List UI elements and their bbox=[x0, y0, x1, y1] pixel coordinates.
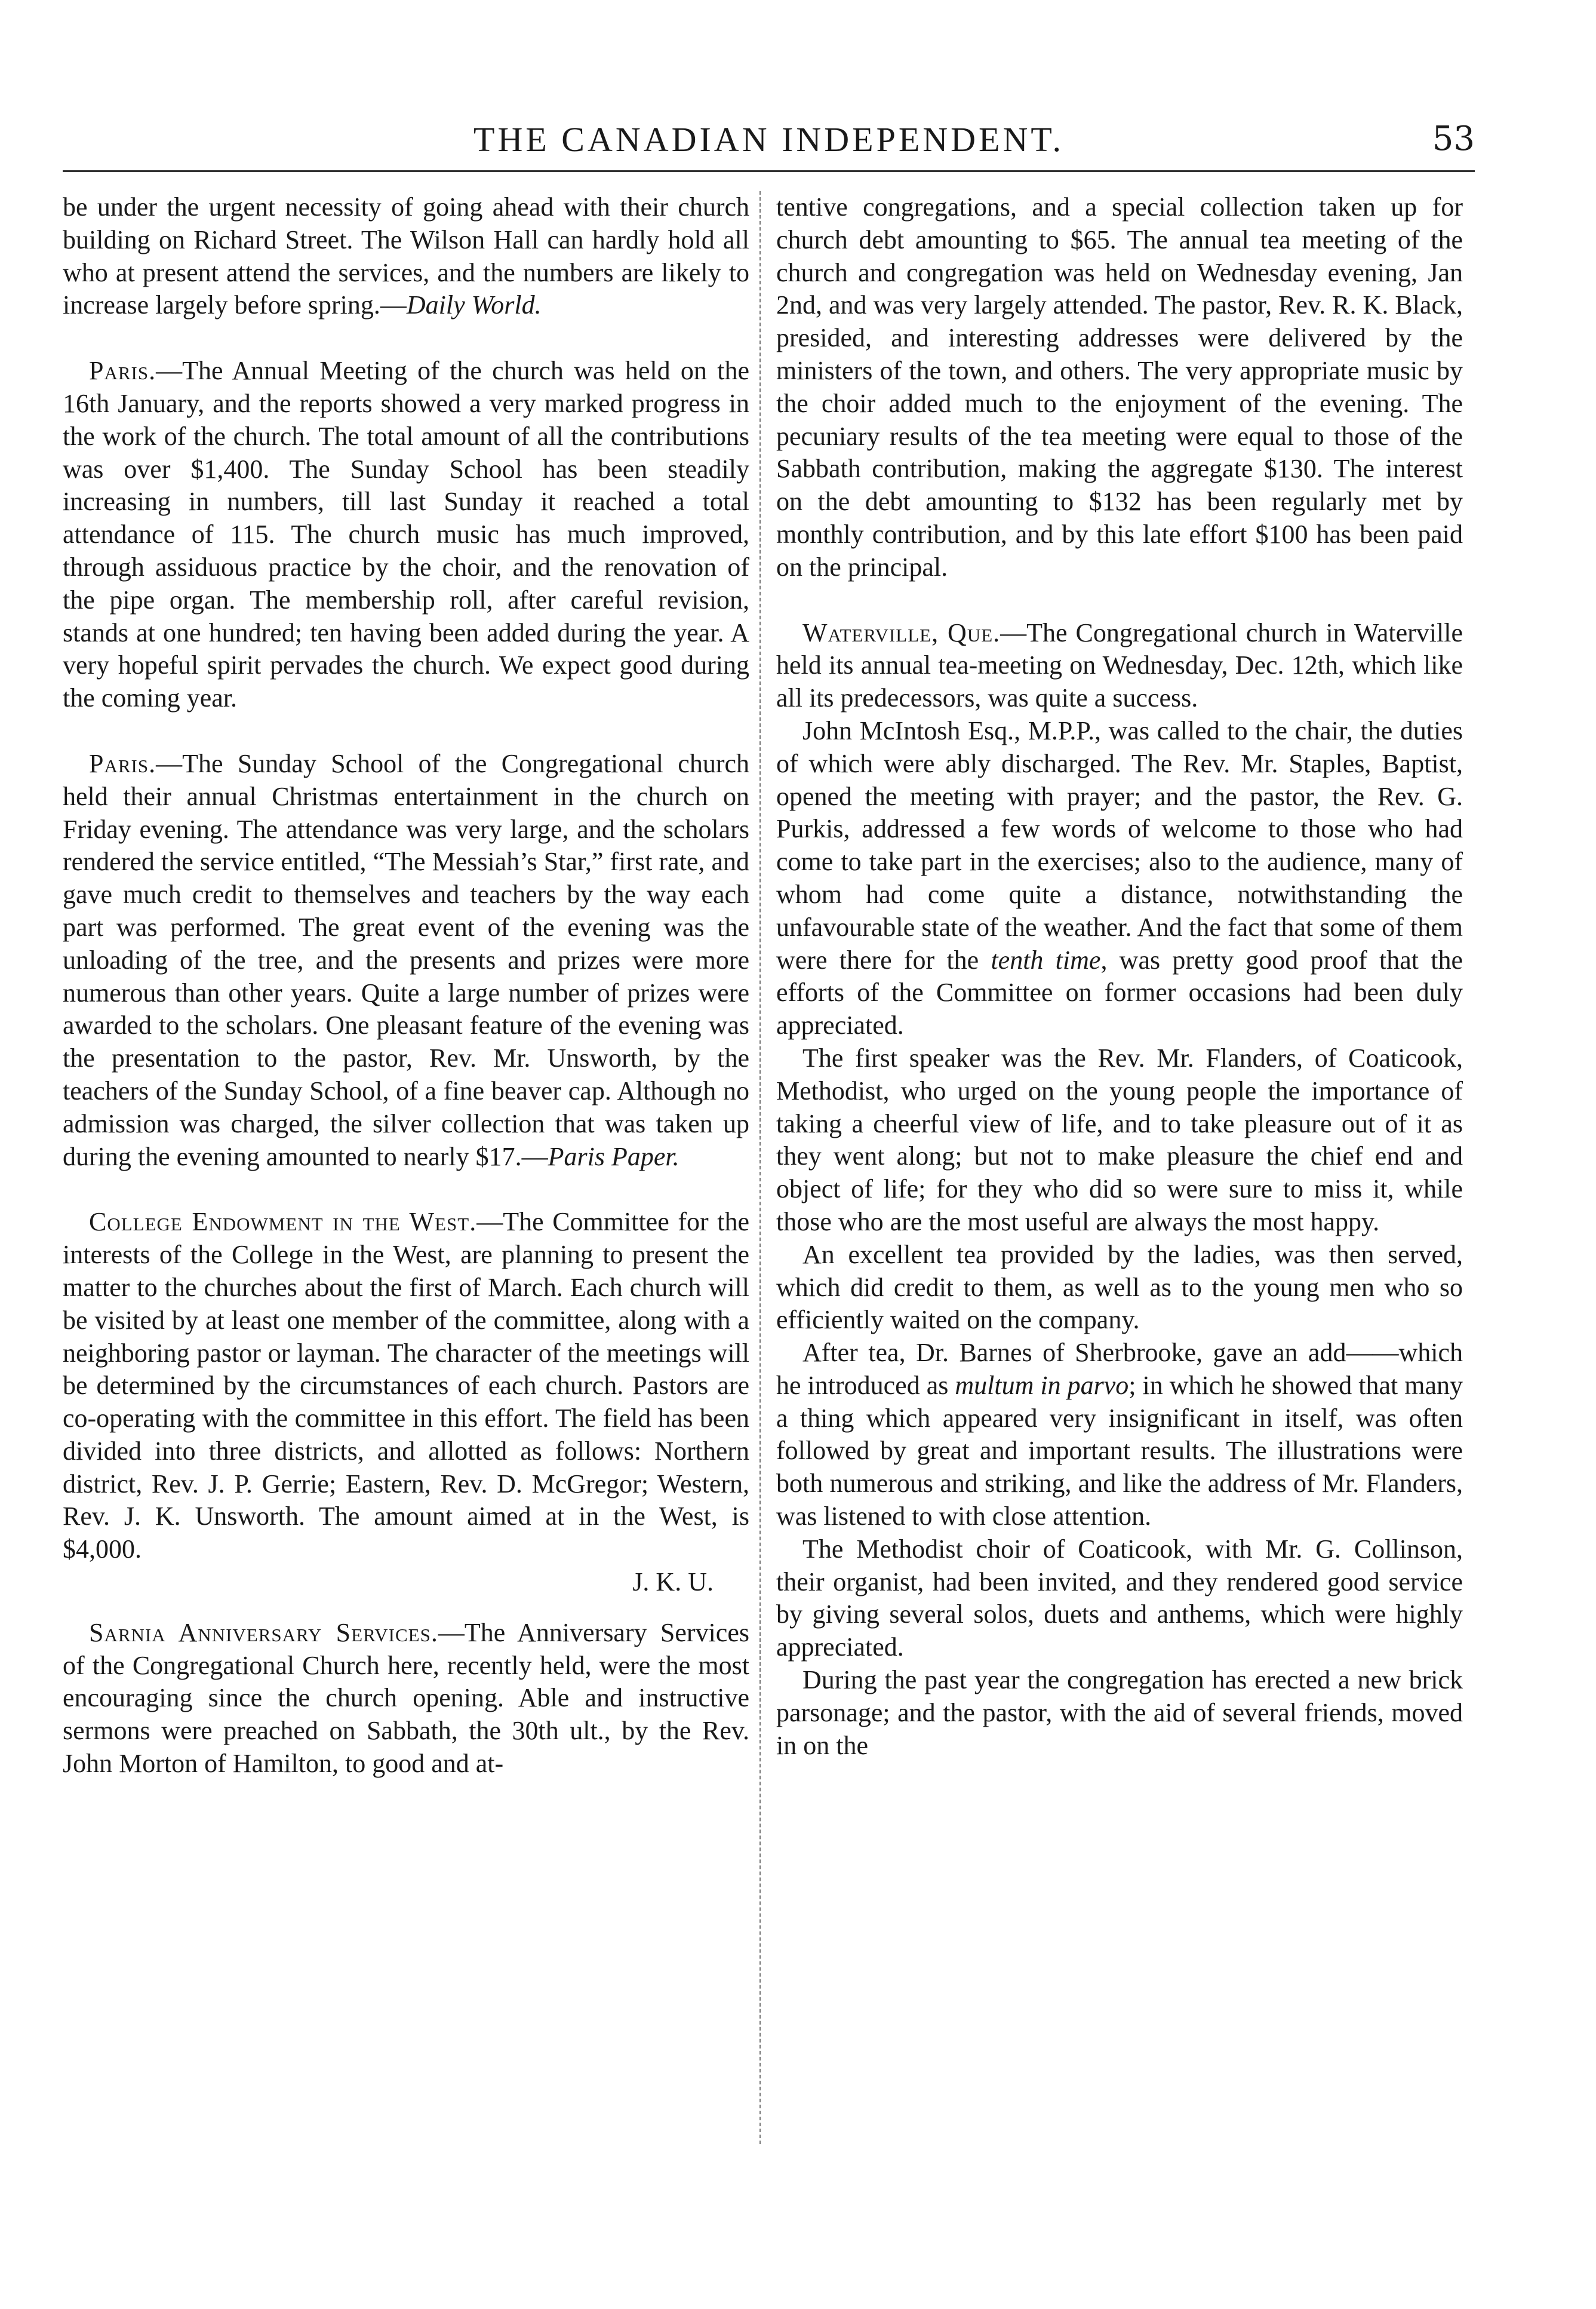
paragraph-text: be under the urgent necessity of going ahead with their church building on Richard Street. The Wilson Hall can hardly hold all who at present attend the services, and the numbers are likely to increase largely before spring.— bbox=[63, 192, 749, 320]
signature-line bbox=[63, 1566, 749, 1599]
paragraph-text: ; in which he showed that many a thing which appeared very insignificant in itself, was often followed by great and important results. The illustrations were both numerous and striking, and like the address of Mr. Flanders, was listened to with close attention. bbox=[776, 1370, 1463, 1531]
article-paris-meeting bbox=[63, 355, 749, 715]
italic-phrase: multum in parvo bbox=[955, 1370, 1129, 1400]
source-citation: Daily World. bbox=[406, 290, 542, 320]
paragraph-text: —The Sunday School of the Congregational church held their annual Christmas entertainment in the church on Friday evening. The attendance was very large, and the scholars rendered the service entitled, “The Messiah’s Star,” first rate, and gave much credit to themselves and teachers by the way each part was performed. The great event of the evening was the unloading of the tree, and the presents and prizes were more numerous than other years. Quite a large number of prizes were awarded to the scholars. One pleasant feature of the evening was the presentation to the pastor, Rev. Mr. Unsworth, by the teachers of the Sunday School, of a fine beaver cap. Although no admission was charged, the silver collection that was taken up during the evening amounted to nearly $17.— bbox=[63, 748, 749, 1171]
paragraph-text: An excellent tea provided by the ladies, was then served, which did credit to them, as well as to the young men who so efficiently waited on the company. bbox=[776, 1239, 1463, 1335]
page-header bbox=[63, 119, 1475, 167]
article-paragraph bbox=[776, 1664, 1463, 1762]
article-heading: College Endowment in the West. bbox=[89, 1207, 477, 1237]
article-paragraph bbox=[776, 1533, 1463, 1664]
paragraph-text: —The Congregational church in Waterville held its annual tea-meeting on Wednesday, Dec. 12th, which like all its predecessors, was quite a success. bbox=[776, 618, 1463, 713]
journal-title: THE CANADIAN INDEPENDENT. bbox=[473, 120, 1064, 159]
article-paragraph bbox=[776, 1337, 1463, 1533]
paragraph-text: After tea, Dr. Barnes of Sherbrooke, gave an add——which he introduced as bbox=[776, 1338, 1463, 1400]
right-column bbox=[776, 191, 1463, 1762]
article-college-endowment bbox=[63, 1206, 749, 1566]
paragraph-text: The Methodist choir of Coaticook, with Mr. G. Collinson, their organist, had been invited, and they rendered good service by giving several solos, duets and anthems, which were highly appreciated. bbox=[776, 1534, 1463, 1662]
signature: J. K. U. bbox=[632, 1567, 714, 1597]
source-citation: Paris Paper. bbox=[548, 1141, 679, 1171]
italic-phrase: tenth time bbox=[991, 945, 1101, 975]
paragraph-text: tentive congregations, and a special collection taken up for church debt amounting to $65. The annual tea meeting of the church and congregation was held on Wednesday evening, Jan 2nd, and was very largely attended. The pastor, Rev. R. K. Black, presided, and interesting addresses were delivered by the ministers of the town, and others. The very appropriate music by the choir added much to the enjoyment of the evening. The pecuniary results of the tea meeting were equal to those of the Sabbath contribution, making the aggregate $130. The interest on the debt amounting to $132 has been regularly met by monthly contribution, and by this late effort $100 has been paid on the principal. bbox=[776, 192, 1463, 582]
article-heading: Paris. bbox=[89, 356, 156, 386]
paragraph-text: During the past year the congregation has erected a new brick parsonage; and the pastor, with the aid of several friends, moved in on the bbox=[776, 1665, 1463, 1760]
article-heading: Sarnia Anniversary Services. bbox=[89, 1617, 438, 1647]
article-paris-sunday-school bbox=[63, 748, 749, 1173]
paragraph-text: John McIntosh Esq., M.P.P., was called to the chair, the duties of which were ably discharged. The Rev. Mr. Staples, Baptist, opened the meeting with prayer; and the pastor, the Rev. G. Purkis, addressed a few words of welcome to those who had come to take part in the exercises; also to the audience, many of whom had come quite a distance, notwithstanding the unfavourable state of the weather. And the fact that some of them were there for the bbox=[776, 716, 1463, 975]
column-divider bbox=[759, 191, 761, 2144]
article-paragraph bbox=[776, 715, 1463, 1042]
article-paragraph bbox=[776, 1239, 1463, 1337]
paragraph-text: —The Annual Meeting of the church was held on the 16th January, and the reports showed a very marked progress in the work of the church. The total amount of all the contributions was over $1,400. The Sunday School has been steadily increasing in numbers, till last Sunday it reached a total attendance of 115. The church music has much improved, through assiduous practice by the choir, and the renovation of the pipe organ. The membership roll, after careful revision, stands at one hundred; ten having been added during the year. A very hopeful spirit pervades the church. We expect good during the coming year. bbox=[63, 356, 749, 713]
header-rule bbox=[63, 170, 1475, 172]
paragraph-text: , was pretty good proof that the efforts of the Committee on former occasions had been duly appreciated. bbox=[776, 945, 1463, 1040]
article-paragraph bbox=[776, 191, 1463, 584]
paragraph-text: —The Anniversary Services of the Congregational Church here, recently held, were the most encouraging since the church opening. Able and instructive sermons were preached on Sabbath, the 30th ult., by the Rev. John Morton of Hamilton, to good and at- bbox=[63, 1617, 749, 1779]
article-paragraph bbox=[776, 1042, 1463, 1239]
article-paragraph bbox=[63, 191, 749, 322]
article-heading: Waterville, Que. bbox=[802, 618, 1001, 647]
left-column bbox=[63, 191, 749, 1780]
article-sarnia-anniversary bbox=[63, 1617, 749, 1780]
paragraph-text: —The Committee for the interests of the College in the West, are planning to present the matter to the churches about the first of March. Each church will be visited by at least one member of the committee, along with a neighboring pastor or layman. The character of the meetings will be determined by the circumstances of each church. Pastors are co-operating with the committee in this effort. The field has been divided into three districts, and allotted as follows: Northern district, Rev. J. P. Gerrie; Eastern, Rev. D. McGregor; Western, Rev. J. K. Unsworth. The amount aimed at in the West, is $4,000. bbox=[63, 1207, 749, 1564]
page-number: 53 bbox=[1432, 119, 1475, 158]
article-waterville bbox=[776, 617, 1463, 715]
paragraph-text: The first speaker was the Rev. Mr. Flanders, of Coaticook, Methodist, who urged on the young people the importance of taking a cheerful view of life, and to take pleasure out of it as they went along; but not to make pleasure the chief end and object of life; for they who did so were sure to miss it, while those who are the most useful are always the most happy. bbox=[776, 1043, 1463, 1236]
article-heading: Paris. bbox=[89, 748, 156, 778]
